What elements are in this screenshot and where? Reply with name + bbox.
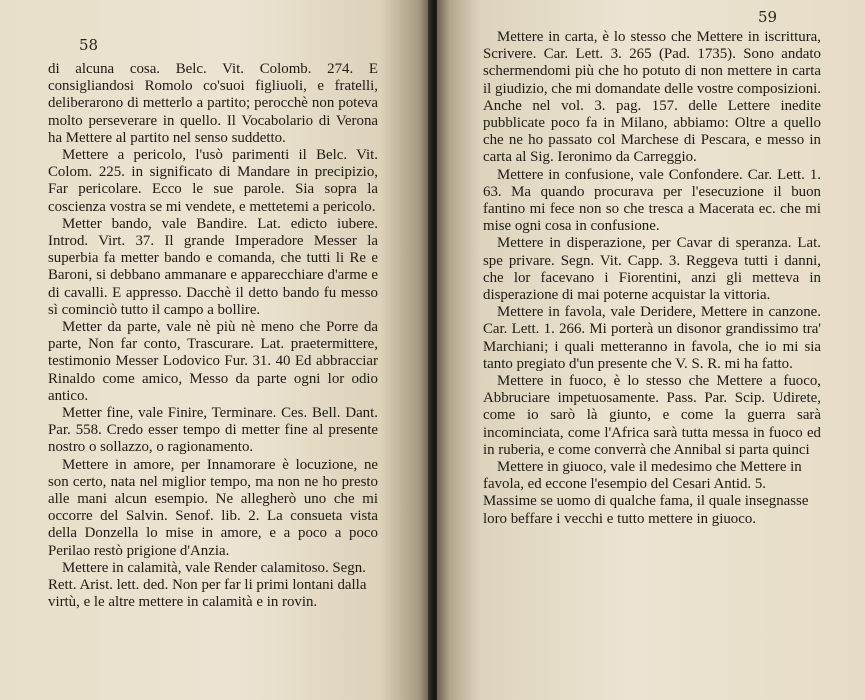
paragraph: di alcuna cosa. Belc. Vit. Colomb. 274. E consigliandosi Romolo co'suoi figliuoli, e fratelli, deliberarono di metterlo a partito; perocchè non poteva molto perseverare in quello. Il Vocabolario di Verona ha Mettere al partito nel senso suddetto.: [48, 61, 378, 146]
page-number: 58: [79, 36, 99, 54]
left-page: [0, 0, 432, 700]
paragraph: Mettere in favola, vale Deridere, Mettere in canzone. Car. Lett. 1. 266. Mi porterà un disonor grandissimo tra' Marchiani; i quali metteranno in favola, che io mi sia tanto pregiato d'un presente che V. S. R. mi ha fatto.: [483, 304, 821, 372]
paragraph: Mettere in giuoco, vale il medesimo che Mettere in favola, ed eccone l'esempio del Cesari Antid. 5. Massime se uomo di qualche fama, il quale insegnasse loro beffare i vecchi e tutto mettere in giuoco.: [483, 459, 809, 527]
paragraph: Mettere in fuoco, è lo stesso che Mettere a fuoco, Abbruciare impetuosamente. Pass. Par. Scip. Udirete, come io sarò là giunto, e come la guerra sarà incominciata, come l'Africa sarà tutta messa in fuoco ed in ruberia, e come converrà che Annibal si parta quinci: [483, 373, 821, 458]
paragraph: Mettere in confusione, vale Confondere. Car. Lett. 1. 63. Ma quando procurava per l'esecuzione il buon fantino mi fece non so che tresca a Macerata ec. che mi mise ogni cosa in confusione.: [483, 166, 821, 235]
paragraph: Metter fine, vale Finire, Terminare. Ces. Bell. Dant. Par. 558. Credo esser tempo di metter fine al presente nostro o sollazzo, o ragionamento.: [48, 405, 378, 456]
page-number: 59: [758, 8, 778, 26]
page-text: [483, 29, 821, 528]
paragraph: Mettere in carta, è lo stesso che Mettere in iscrittura, Scrivere. Car. Lett. 3. 265 (Pad. 1735). Sono andato schermendomi più che ho potuto di non mettere in carta il giudizio, che mi domandate delle vostre composizioni. Anche nel vol. 3. pag. 157. delle Lettere inedite pubblicate poco fa in Milano, abbiamo: Oltre a quello che ne ho passato col Marchese di Pescara, e messo in carta al Sig. Ieronimo da Carreggio.: [483, 29, 821, 166]
paragraph: Mettere in disperazione, per Cavar di speranza. Lat. spe privare. Segn. Vit. Capp. 3. Reggeva tutti i danni, che lor facevano i Fiorentini, anzi gli metteva in disperazione di mai poterne acquistar la vittoria.: [483, 235, 821, 304]
paragraph: Metter bando, vale Bandire. Lat. edicto iubere. Introd. Virt. 37. Il grande Imperadore Messer la superbia fa metter bando e comanda, che tutti li Re e Baroni, si debbano ammanare e apparecchiare d'arme e di cavalli. E appresso. Dacchè il detto bando fu messo sì cominciò tutto il campo a bollire.: [48, 215, 378, 318]
page-text: [48, 61, 378, 612]
paragraph: Mettere a pericolo, l'usò parimenti il Belc. Vit. Colom. 225. in significato di Mandare in precipizio, Far pericolare. Ecco le sue parole. Sia sopra la coscienza vostra se mi vendete, e mettetemi a pericolo.: [48, 147, 378, 215]
paragraph: Mettere in calamità, vale Render calamitoso. Segn. Rett. Arist. lett. ded. Non per far li primi lontani dalla virtù, e le altre mettere in calamità e in rovin.: [48, 559, 367, 611]
paragraph: Mettere in amore, per Innamorare è locuzione, ne son certo, nata nel miglior tempo, ma non ne ho presto alle mani alcun esempio. Ne allegherò uno che mi occorre del Salvin. Senof. lib. 2. La consueta vista della Donzella lo mise in amore, e a poco a poco Perilao restò prigione d'Anzia.: [48, 456, 378, 559]
right-page: [437, 0, 865, 700]
paragraph: Metter da parte, vale nè più nè meno che Porre da parte, Non far conto, Trascurare. Lat. praetermittere, testimonio Messer Lodovico Fur. 31. 40 Ed abbracciar Rinaldo come amico, Messo da parte ogni lor odio antico.: [48, 319, 378, 404]
